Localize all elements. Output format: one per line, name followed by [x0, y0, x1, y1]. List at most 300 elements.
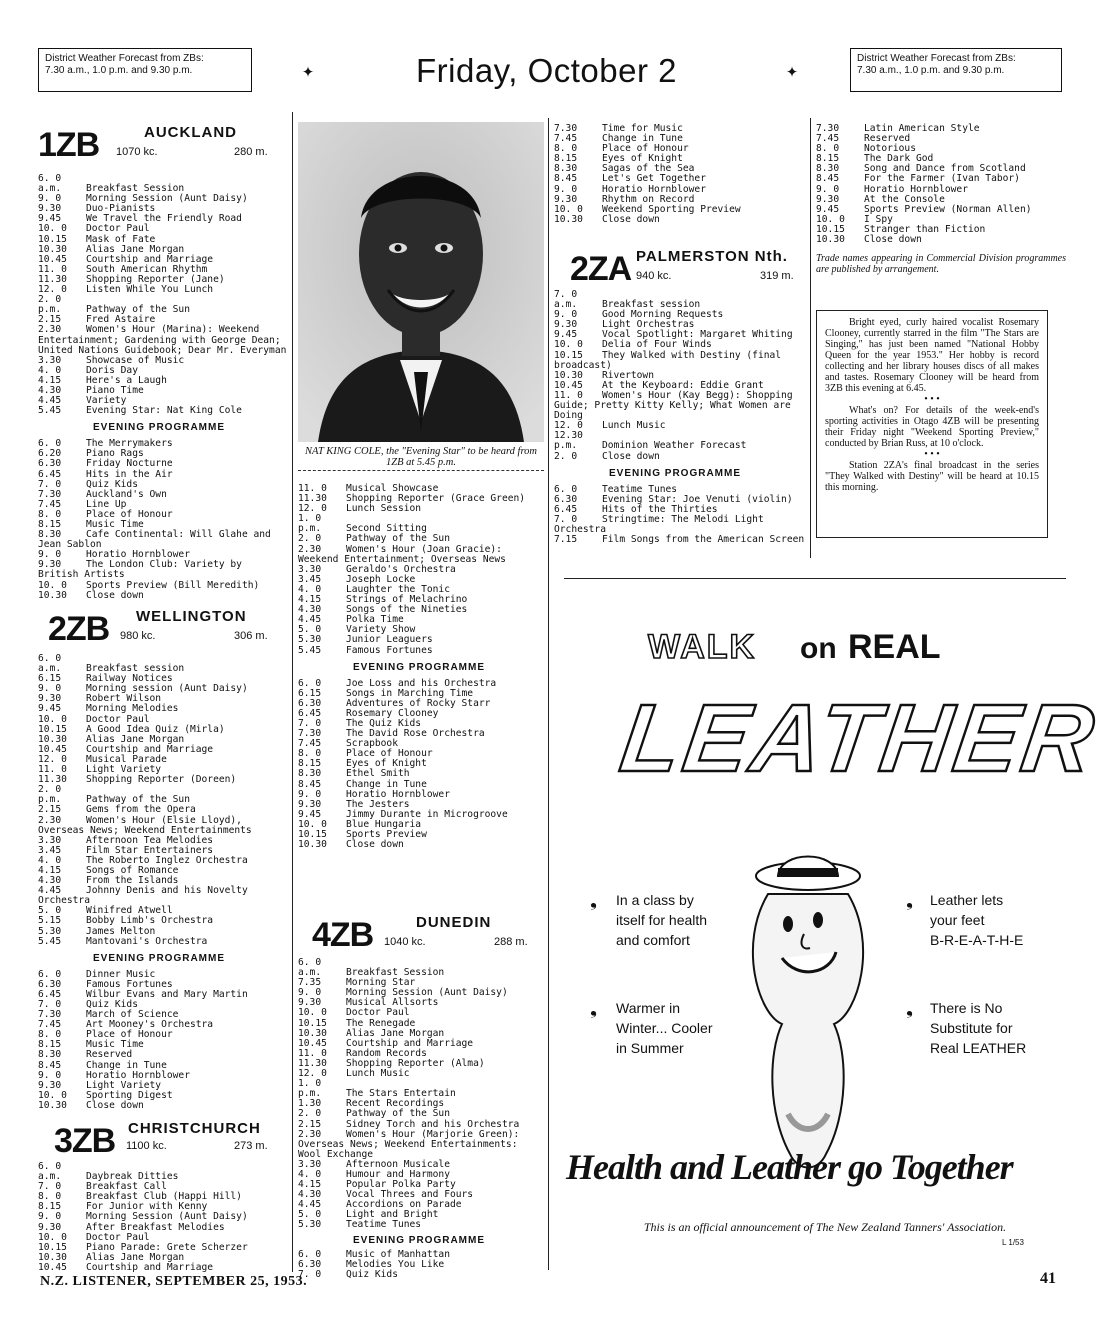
- programme-time: 8.15: [816, 153, 840, 165]
- programme-list: [38, 439, 288, 601]
- photo-nat-king-cole: [298, 122, 544, 442]
- programme-time: 9. 0: [38, 683, 62, 695]
- programme-time: 5.30: [298, 634, 322, 646]
- programme-row: [38, 386, 288, 396]
- programme-time: 8.30: [298, 768, 322, 780]
- programme-title: I Spy: [864, 213, 893, 225]
- programme-title: Courtship and Marriage: [86, 253, 214, 265]
- programme-time: 8.30: [38, 1049, 62, 1061]
- programme-title: Pathway of the Sun: [346, 533, 450, 545]
- programme-time: 10.30: [554, 213, 583, 225]
- programme-time: 6.30: [38, 978, 62, 990]
- station-3zb: [38, 1118, 288, 1273]
- programme-time: 6. 0 a.m.: [38, 1161, 62, 1183]
- programme-title: Blue Hungaria: [346, 818, 422, 830]
- programme-row: [554, 515, 806, 535]
- programme-time: 11.30: [298, 1057, 327, 1069]
- programme-title: Famous Fortunes: [346, 644, 433, 656]
- programme-row: [298, 1210, 546, 1220]
- station-code: 2ZA: [570, 250, 632, 288]
- page-number: 41: [1040, 1270, 1056, 1287]
- programme-time: 5.45: [38, 935, 62, 947]
- programme-time: 4.30: [298, 604, 322, 616]
- programme-time: 9. 0: [554, 183, 578, 195]
- programme-title: Daybreak Ditties: [86, 1171, 179, 1183]
- programme-time: 7.45: [554, 133, 578, 145]
- portrait-image: [298, 122, 544, 442]
- programme-row: [298, 1130, 546, 1160]
- programme-time: 6. 0 a.m.: [38, 173, 62, 195]
- programme-title: Horatio Hornblower: [602, 183, 706, 195]
- programme-title: Women's Hour (Marjorie Green): Overseas News; Weekend Entertainments: Wool Exchange: [298, 1128, 520, 1160]
- page-date: Friday, October 2: [416, 52, 677, 89]
- programme-row: [38, 356, 288, 366]
- programme-time: 4. 0: [298, 1168, 322, 1180]
- programme-title: Breakfast Club (Happi Hill): [86, 1191, 242, 1203]
- programme-time: 10.15: [38, 723, 67, 735]
- programme-title: Doctor Paul: [346, 1007, 410, 1019]
- programme-time: 10.30: [38, 243, 67, 255]
- programme-title: Strings of Melachrino: [346, 594, 468, 606]
- programme-time: 7.30: [38, 1009, 62, 1021]
- programme-time: 12. 0: [298, 503, 327, 515]
- programme-title: Breakfast Session: [86, 183, 185, 195]
- programme-time: 11. 0: [38, 263, 67, 275]
- programme-row: [38, 755, 288, 765]
- programme-time: 6. 0: [298, 1248, 322, 1260]
- programme-time: 9.45: [38, 213, 62, 225]
- programme-row: [298, 998, 546, 1008]
- programme-row: [554, 205, 806, 215]
- programme-time: 11.30: [38, 273, 67, 285]
- programme-title: Let's Get Together: [602, 173, 706, 185]
- programme-time: 10.30: [298, 839, 327, 851]
- info-box: [816, 310, 1048, 538]
- weather-line-2: 7.30 a.m., 1.0 p.m. and 9.30 p.m.: [857, 65, 1005, 76]
- programme-title: Lunch Music: [602, 420, 666, 432]
- programme-row: [298, 709, 546, 719]
- programme-title: Gems from the Opera: [86, 804, 196, 816]
- note-paragraph: What's on? For details of the week-end's sporting activities in Otago 4ZB will be presenting their Friday night "Weekend Sporting Preview," conducted by Brian Russ, at 10 o'clock.: [825, 405, 1039, 449]
- evening-heading: EVENING PROGRAMME: [353, 661, 486, 673]
- programme-time: 9. 0: [38, 549, 62, 561]
- programme-time: 9.30: [554, 319, 578, 331]
- programme-time: 10.15: [816, 223, 845, 235]
- programme-time: 9.30: [38, 203, 62, 215]
- programme-title: Hits of the Thirties: [602, 503, 718, 515]
- ad-leather-title: LEATHER: [614, 685, 1104, 792]
- programme-list: [38, 1162, 288, 1273]
- programme-row: [38, 194, 288, 204]
- programme-time: 8.15: [38, 1039, 62, 1051]
- programme-time: 4.30: [38, 384, 62, 396]
- programme-list: [298, 679, 546, 851]
- ad-walk: WALK: [648, 628, 757, 666]
- programme-title: Line Up: [86, 498, 127, 510]
- station-1zb: [38, 124, 288, 601]
- programme-title: Musical Parade: [86, 753, 167, 765]
- programme-row: [38, 654, 288, 674]
- programme-title: Music Time: [86, 1039, 144, 1051]
- programme-row: [38, 775, 288, 785]
- programme-title: Piano Rags: [86, 448, 144, 460]
- programme-title: Robert Wilson: [86, 693, 162, 705]
- programme-time: 8. 0: [554, 143, 578, 155]
- programme-time: 4.45: [38, 885, 62, 897]
- programme-title: At the Keyboard: Eddie Grant: [602, 379, 764, 391]
- photo-caption: NAT KING COLE, the "Evening Star" to be heard from 1ZB at 5.45 p.m.: [304, 446, 538, 468]
- programme-title: Place of Honour: [86, 1029, 173, 1041]
- note-paragraph: Station 2ZA's final broadcast in the series "They Walked with Destiny" will be heard at 10.15 this morning.: [825, 460, 1039, 493]
- programme-title: A Good Idea Quiz (Mirla): [86, 723, 225, 735]
- programme-row: [38, 785, 288, 805]
- ad-real: REAL: [848, 628, 941, 666]
- programme-title: Pathway of the Sun: [346, 1108, 450, 1120]
- programme-time: 12. 0: [38, 753, 67, 765]
- programme-time: 7.45: [38, 1019, 62, 1031]
- programme-title: Songs in Marching Time: [346, 687, 474, 699]
- programme-title: Auckland's Own: [86, 488, 167, 500]
- programme-time: 8.15: [38, 519, 62, 530]
- programme-row: [298, 565, 546, 575]
- programme-title: Winifred Atwell: [86, 905, 173, 917]
- station-wavelength: 306 m.: [234, 630, 268, 642]
- programme-row: [298, 830, 546, 840]
- programme-title: Ethel Smith: [346, 768, 410, 780]
- station-2za: [554, 246, 806, 545]
- ad-footer: This is an official announcement of The New Zealand Tanners' Association.: [643, 1220, 1007, 1234]
- programme-title: Close down: [86, 589, 144, 601]
- programme-time: 4.45: [298, 1199, 322, 1211]
- programme-time: 4.45: [38, 395, 62, 407]
- programme-title: Famous Fortunes: [86, 978, 173, 990]
- programme-time: 10. 0: [298, 818, 327, 830]
- programme-list: [298, 484, 546, 656]
- programme-title: Reserved: [864, 133, 911, 145]
- programme-time: 10.15: [38, 233, 67, 245]
- evening-heading: EVENING PROGRAMME: [609, 467, 742, 479]
- col2-programme: [298, 484, 546, 850]
- programme-title: Variety Show: [346, 624, 416, 636]
- programme-title: The Dark God: [864, 153, 934, 165]
- programme-title: Stranger than Fiction: [864, 223, 986, 235]
- programme-title: Humour and Harmony: [346, 1168, 450, 1180]
- programme-time: 6.20: [38, 448, 62, 460]
- programme-list: [38, 174, 288, 416]
- programme-time: 8.15: [38, 1201, 62, 1213]
- programme-title: Horatio Hornblower: [864, 183, 968, 195]
- programme-title: Mask of Fate: [86, 233, 156, 245]
- programme-title: Alias Jane Morgan: [86, 733, 185, 745]
- programme-row: [298, 504, 546, 514]
- shoe-tree-mascot-illustration: [738, 854, 878, 1174]
- station-kc: 980 kc.: [120, 630, 156, 642]
- programme-title: March of Science: [86, 1009, 179, 1021]
- programme-row: [298, 1059, 546, 1069]
- programme-title: Junior Leaguers: [346, 634, 433, 646]
- programme-time: 4.30: [298, 1189, 322, 1201]
- programme-title: Change in Tune: [346, 778, 427, 790]
- programme-time: 4. 0: [38, 854, 62, 866]
- programme-time: 6.45: [38, 988, 62, 1000]
- programme-time: 10. 0: [38, 1231, 67, 1243]
- programme-title: Hits in the Air: [86, 468, 173, 480]
- programme-time: 10. 0: [816, 213, 845, 225]
- programme-title: Breakfast session: [86, 663, 185, 675]
- programme-row: [298, 545, 546, 565]
- programme-title: Light Variety: [86, 764, 162, 776]
- programme-row: [816, 134, 1066, 144]
- ad-text-line: Winter... Cooler: [616, 1020, 713, 1036]
- programme-row: [38, 470, 288, 480]
- programme-time: 9.30: [38, 559, 62, 571]
- programme-row: [554, 215, 806, 225]
- programme-time: 2.15: [38, 804, 62, 816]
- programme-title: The London Club: Variety by British Artists: [38, 559, 242, 581]
- programme-title: The Quiz Kids: [346, 717, 422, 729]
- programme-title: Random Records: [346, 1047, 427, 1059]
- programme-row: [298, 790, 546, 800]
- programme-time: 7. 0: [38, 478, 62, 490]
- programme-title: After Breakfast Melodies: [86, 1221, 225, 1233]
- programme-title: Horatio Hornblower: [346, 788, 450, 800]
- ad-text-line: Warmer in: [616, 1000, 681, 1016]
- ad-bullet-right-1: ❟ Leather lets your feet B-R-E-A-T-H-E: [906, 890, 1024, 948]
- programme-row: [38, 1263, 288, 1273]
- station-4zb: [298, 912, 546, 1280]
- programme-title: Wilbur Evans and Mary Martin: [86, 988, 248, 1000]
- programme-time: 2. 0: [554, 450, 578, 462]
- programme-time: 8.15: [554, 153, 578, 165]
- programme-time: 10.30: [38, 1099, 67, 1111]
- programme-title: Cafe Continental: Will Glahe and Jean Sablon: [38, 529, 271, 551]
- programme-row: [298, 615, 546, 625]
- programme-time: 11. 0: [38, 764, 67, 776]
- programme-title: The David Rose Orchestra: [346, 728, 485, 740]
- programme-title: Duo-Pianists: [86, 203, 156, 215]
- programme-title: Variety: [86, 395, 127, 407]
- note-paragraph: Bright eyed, curly haired vocalist Rosemary Clooney, currently starred in the film "The Stars are Singing," has just been named "National Hobby Queen for the year 1953." Her hobby is record collecting and her library houses discs of all makes and tastes. Rosemary Clooney will be heard from 3ZB this evening at 6.45.: [825, 317, 1039, 394]
- programme-time: 5. 0: [298, 1209, 322, 1221]
- station-code: 2ZB: [48, 610, 110, 648]
- programme-time: 9. 0: [298, 788, 322, 800]
- programme-title: Close down: [864, 234, 922, 246]
- programme-time: 12. 0: [38, 284, 67, 296]
- programme-time: 8.45: [38, 1059, 62, 1071]
- programme-title: They Walked with Destiny (final broadcast): [554, 349, 782, 371]
- ad-text-line: and comfort: [616, 932, 690, 948]
- ad-text-line: your feet: [930, 912, 985, 928]
- programme-time: 6.15: [298, 687, 322, 699]
- ad-text-line: In a class by: [616, 892, 694, 908]
- programme-row: [298, 1008, 546, 1018]
- programme-time: 10. 0: [554, 203, 583, 215]
- programme-time: 10.30: [38, 1251, 67, 1263]
- programme-row: [554, 290, 806, 310]
- programme-title: Musical Showcase: [346, 483, 439, 494]
- programme-title: Showcase of Music: [86, 354, 185, 366]
- programme-row: [298, 646, 546, 656]
- programme-title: For Junior with Kenny: [86, 1201, 208, 1213]
- programme-row: [38, 174, 288, 194]
- evening-heading: EVENING PROGRAMME: [93, 952, 226, 964]
- programme-title: South American Rhythm: [86, 263, 208, 275]
- programme-title: Afternoon Tea Melodies: [86, 834, 214, 846]
- programme-title: Friday Nocturne: [86, 458, 173, 470]
- programme-row: [38, 285, 288, 295]
- programme-time: 10.30: [298, 1027, 327, 1039]
- programme-title: Alias Jane Morgan: [86, 243, 185, 255]
- weather-line-2: 7.30 a.m., 1.0 p.m. and 9.30 p.m.: [45, 65, 193, 76]
- programme-time: 5.45: [38, 405, 62, 417]
- programme-time: 7. 0: [298, 717, 322, 729]
- programme-list: [554, 124, 806, 225]
- weather-box-left: [38, 48, 252, 92]
- programme-time: 7.45: [816, 133, 840, 145]
- programme-row: [38, 1162, 288, 1182]
- programme-title: Rosemary Clooney: [346, 707, 439, 719]
- programme-title: For the Farmer (Ivan Tabor): [864, 173, 1020, 185]
- programme-time: 1. 0 p.m.: [298, 513, 322, 535]
- programme-title: Rhythm on Record: [602, 193, 695, 205]
- programme-title: Film Songs from the American Screen: [602, 534, 805, 546]
- programme-row: [38, 684, 288, 694]
- ad-bullet-left-2: ❟ Warmer in Winter... Cooler in Summer: [590, 998, 713, 1056]
- programme-list: [816, 124, 1066, 245]
- programme-time: 10. 0: [38, 1089, 67, 1101]
- programme-time: 2.30: [298, 1128, 322, 1140]
- programme-row: [38, 591, 288, 601]
- programme-title: Teatime Tunes: [602, 483, 678, 495]
- programme-title: The Stars Entertain: [346, 1088, 456, 1100]
- ad-text-line: There is No: [930, 1000, 1003, 1016]
- programme-time: 4. 0: [38, 364, 62, 376]
- programme-title: Horatio Hornblower: [86, 549, 190, 561]
- programme-title: Art Mooney's Orchestra: [86, 1019, 214, 1031]
- programme-time: 8. 0: [298, 748, 322, 760]
- programme-time: 10.15: [554, 349, 583, 361]
- programme-time: 7.45: [298, 738, 322, 750]
- programme-title: Lunch Session: [346, 503, 422, 515]
- programme-time: 6. 0: [38, 968, 62, 980]
- station-wavelength: 280 m.: [234, 146, 268, 158]
- programme-time: 9.30: [298, 997, 322, 1009]
- programme-title: Eyes of Knight: [602, 153, 683, 165]
- programme-time: 4.15: [298, 1179, 322, 1191]
- programme-time: 8.30: [816, 163, 840, 175]
- programme-time: 6. 0 a.m.: [298, 957, 322, 979]
- programme-time: 7. 0: [298, 1268, 322, 1280]
- programme-row: [816, 124, 1066, 134]
- programme-time: 10.45: [554, 379, 583, 391]
- programme-row: [554, 391, 806, 421]
- programme-time: 3.30: [298, 563, 322, 575]
- programme-title: Mantovani's Orchestra: [86, 935, 208, 947]
- programme-time: 7. 0 a.m.: [554, 289, 578, 311]
- programme-row: [38, 406, 288, 416]
- programme-time: 6. 0: [554, 483, 578, 495]
- programme-time: 3.45: [38, 844, 62, 856]
- programme-title: Vocal Threes and Fours: [346, 1189, 474, 1201]
- programme-row: [38, 704, 288, 714]
- programme-title: Light Variety: [86, 1079, 162, 1091]
- ad-on: on: [800, 632, 837, 665]
- programme-time: 8.30: [38, 529, 62, 541]
- programme-row: [298, 1220, 546, 1230]
- programme-row: [816, 235, 1066, 245]
- programme-list: [554, 485, 806, 546]
- programme-title: Accordions on Parade: [346, 1199, 462, 1211]
- programme-time: 10. 0: [298, 1007, 327, 1019]
- station-2zb: [38, 606, 288, 1111]
- station-wavelength: 288 m.: [494, 936, 528, 948]
- programme-time: 9.30: [38, 1221, 62, 1233]
- programme-time: 1.30: [298, 1098, 322, 1110]
- programme-title: James Melton: [86, 925, 156, 937]
- programme-title: Latin American Style: [864, 123, 980, 134]
- station-wavelength: 273 m.: [234, 1140, 268, 1152]
- programme-time: 4.30: [38, 875, 62, 887]
- programme-row: [38, 295, 288, 315]
- programme-row: [298, 1270, 546, 1280]
- programme-title: We Travel the Friendly Road: [86, 213, 242, 225]
- programme-time: 9.30: [38, 1079, 62, 1091]
- programme-title: At the Console: [864, 193, 945, 205]
- programme-title: Rivertown: [602, 369, 654, 381]
- programme-title: Morning session (Aunt Daisy): [86, 683, 248, 695]
- programme-time: 4.15: [38, 864, 62, 876]
- programme-time: 2. 0 p.m.: [38, 294, 62, 316]
- programme-title: Horatio Hornblower: [86, 1069, 190, 1081]
- programme-time: 8. 0: [38, 508, 62, 520]
- programme-row: [38, 224, 288, 234]
- programme-time: 10. 0: [38, 713, 67, 725]
- ad-text-line: itself for health: [616, 912, 708, 928]
- programme-time: 5.45: [298, 644, 322, 656]
- station-code: 4ZB: [312, 916, 374, 954]
- programme-time: 7. 0: [38, 999, 62, 1010]
- programme-time: 10.15: [298, 1017, 327, 1029]
- programme-time: 6. 0: [298, 677, 322, 689]
- programme-title: Geraldo's Orchestra: [346, 563, 456, 575]
- programme-title: Change in Tune: [86, 1059, 167, 1071]
- programme-title: Sports Preview (Norman Allen): [864, 203, 1032, 215]
- programme-title: Polka Time: [346, 614, 404, 626]
- programme-time: 10.45: [298, 1037, 327, 1049]
- station-code: 3ZB: [54, 1122, 116, 1160]
- programme-row: [38, 581, 288, 591]
- programme-row: [38, 1101, 288, 1111]
- programme-time: 10.45: [38, 743, 67, 755]
- programme-title: Breakfast session: [602, 299, 701, 311]
- footer-issue: N.Z. LISTENER, SEPTEMBER 25, 1953.: [40, 1274, 308, 1289]
- programme-time: 10.30: [38, 733, 67, 745]
- programme-title: Close down: [346, 839, 404, 851]
- star-icon: ✦: [302, 58, 315, 82]
- programme-title: Courtship and Marriage: [346, 1037, 474, 1049]
- programme-time: 2.15: [38, 314, 62, 326]
- weather-line-1: District Weather Forecast from ZBs:: [45, 53, 204, 64]
- programme-title: Film Star Entertainers: [86, 844, 214, 856]
- programme-time: 5. 0: [298, 624, 322, 636]
- programme-title: Alias Jane Morgan: [86, 1251, 185, 1263]
- programme-row: [38, 1223, 288, 1233]
- programme-list: [554, 290, 806, 462]
- programme-row: [38, 439, 288, 449]
- programme-title: Shopping Reporter (Alma): [346, 1057, 485, 1069]
- programme-title: Jimmy Durante in Microgroove: [346, 808, 508, 820]
- programme-title: Dominion Weather Forecast: [602, 440, 747, 452]
